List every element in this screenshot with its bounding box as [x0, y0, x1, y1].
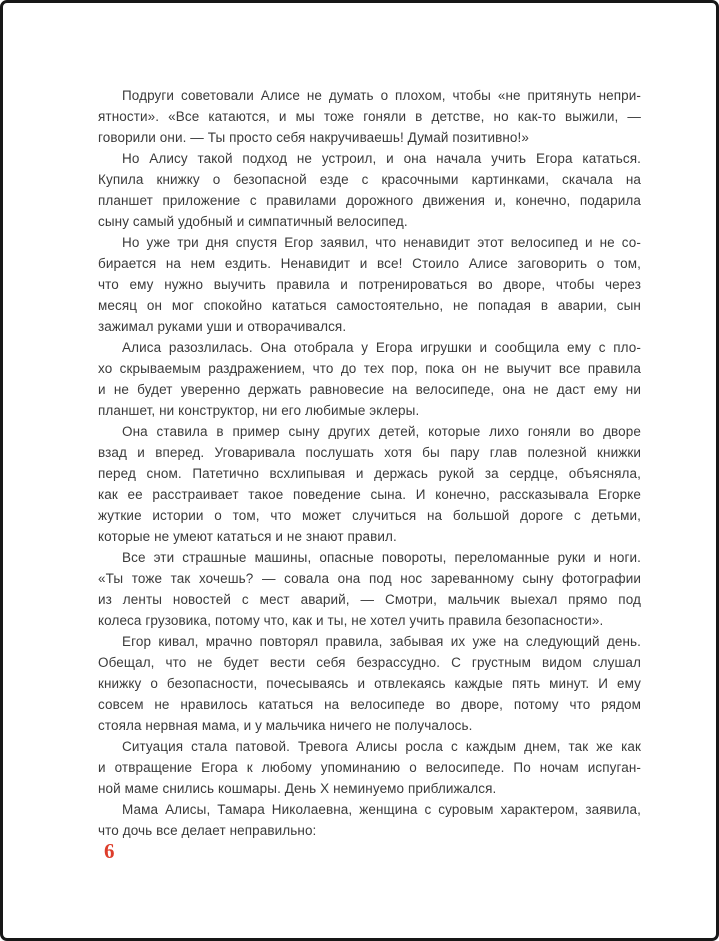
text-line: Егор кивал, мрачно повторял правила, забывая их уже на следующий день. — [122, 634, 641, 649]
text-line: Но Алису такой подход не устроил, и она начала учить Егора кататься. — [122, 151, 641, 166]
text-line: и не будет уверенно держать равновесие на велосипеде, она не даст ему ни — [98, 382, 641, 397]
text-line: Обещал, что не будет вести себя безрассудно. С грустным видом слушал — [98, 655, 641, 670]
text-line: Ситуация стала патовой. Тревога Алисы росла с каждым днем, так же как — [122, 739, 641, 754]
text-line: колеса грузовика, потому что, как и ты, не хотел учить правила безопасности». — [98, 613, 604, 628]
page-number: 6 — [104, 839, 115, 863]
text-line: Подруги советовали Алисе не думать о плохом, чтобы «не притянуть непри- — [122, 88, 641, 103]
text-line: Она ставила в пример сыну других детей, которые лихо гоняли во дворе — [122, 424, 641, 439]
text-line: Но уже три дня спустя Егор заявил, что ненавидит этот велосипед и не со- — [122, 235, 641, 250]
text-line: Мама Алисы, Тамара Николаевна, женщина с суровым характером, заявила, — [122, 802, 641, 817]
text-line: и отвращение Егора к любому упоминанию о велосипеде. По ночам испуган- — [98, 760, 641, 775]
text-block — [98, 85, 641, 841]
text-line: месяц он мог спокойно кататься самостоятельно, не попадая в аварии, сын — [98, 298, 641, 313]
text-line: жуткие истории о том, что может случиться на большой дороге с детьми, — [98, 508, 641, 523]
text-line: взад и вперед. Уговаривала послушать хотя бы пару глав полезной книжки — [98, 445, 641, 460]
text-line: совсем не нравилось кататься на велосипеде во дворе, потому что рядом — [98, 697, 641, 712]
text-line: как ее расстраивает такое поведение сына. И конечно, рассказывала Егорке — [98, 487, 641, 502]
text-line: планшет, ни конструктор, ни его любимые эклеры. — [98, 403, 420, 418]
text-line: хо скрываемым раздражением, что до тех пор, пока он не выучит все правила — [98, 361, 641, 376]
text-line: книжку о безопасности, почесываясь и отвлекаясь каждые пять минут. И ему — [98, 676, 641, 691]
text-line: ятности». «Все катаются, и мы тоже гоняли в детстве, но как-то выжили, — — [98, 109, 641, 124]
text-line: что ему нужно выучить правила и потренироваться во дворе, чтобы через — [98, 277, 641, 292]
text-line: Все эти страшные машины, опасные повороты, переломанные руки и ноги. — [122, 550, 641, 565]
text-line: говорили они. — Ты просто себя накручиваешь! Думай позитивно!» — [98, 130, 530, 145]
text-line: что дочь все делает неправильно: — [98, 823, 317, 838]
text-line: бирается на нем ездить. Ненавидит и все! Стоило Алисе заговорить о том, — [98, 256, 641, 271]
text-line: зажимал руками уши и отворачивался. — [98, 319, 347, 334]
text-line: стояла нервная мама, и у мальчика ничего не получалось. — [98, 718, 473, 733]
text-line: планшет приложение с правилами дорожного движения и, конечно, подарила — [98, 193, 641, 208]
text-line: Купила книжку о безопасной езде с красочными картинками, скачала на — [98, 172, 641, 187]
text-line: «Ты тоже так хочешь? — совала она под нос зареванному сыну фотографии — [98, 571, 641, 586]
text-line: ной маме снились кошмары. День Х неминуемо приближался. — [98, 781, 497, 796]
text-line: Алиса разозлилась. Она отобрала у Егора игрушки и сообщила ему с пло- — [122, 340, 641, 355]
text-line: которые не умеют кататься и не знают правил. — [98, 529, 397, 544]
text-line: перед сном. Патетично всхлипывая и держась рукой за сердце, объясняла, — [98, 466, 641, 481]
text-line: сыну самый удобный и симпатичный велосипед. — [98, 214, 408, 229]
text-line: из ленты новостей с мест аварий, — Смотри, мальчик выехал прямо под — [98, 592, 641, 607]
